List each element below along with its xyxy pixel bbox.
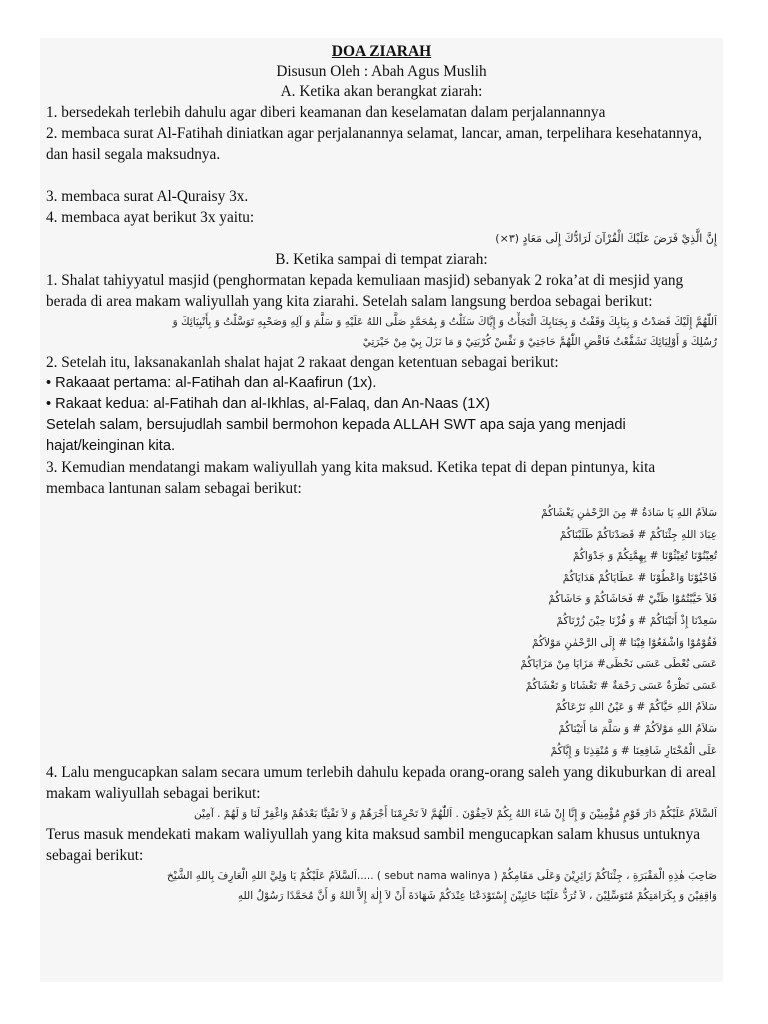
arabic-salam-general: اَلسَّلاَمُ عَلَيْكُمْ دَارَ قَوْمٍ مُؤْمِنِيْنَ وَ إِنَّا إِنْ شَاءَ اللهُ بِكُمْ لاَحِقُوْنَ . اَللّٰهُمَّ لاَ تَحْرِمْنَا أَجْرَهُمْ وَ لاَ تَفْتِنَّا بَعْدَهُمْ وَاغْفِرْ لَنَا وَ لَهُمْ . آمِيْن: [194, 808, 717, 821]
arabic-salam-special-line1: صَاحِبَ هٰذِهِ الْمَقْبَرَةِ ، جِئْنَاكُمْ زَائِرِيْنَ وَعَلَى مَقَامِكُمْ ( sebut nama walinya ) .....اَلسَّلاَمُ عَلَيْكُمْ يَا وَلِيَّ اللهِ الْعَارِفَ بِاللهِ الشَّيْخ: [167, 870, 717, 883]
item-b4: 4. Lalu mengucapkan salam secara umum terlebih dahulu kepada orang-orang saleh yang dikuburkan di areal makam waliyullah sebagai berikut:: [46, 764, 716, 803]
item-b5: Terus masuk mendekati makam waliyullah yang kita maksud sambil mengucapkan salam khusus untuknya sebagai berikut:: [46, 826, 701, 865]
arabic-verse-a4: إِنَّ الَّذِيْ فَرَضَ عَلَيْكَ الْقُرْآنَ لَرَادُّكَ إِلَى مَعَادٍ (٣×): [495, 232, 717, 245]
salam-poem: [46, 503, 717, 762]
poem-line: فَلاَ خَيَّبْتُمُوْا ظَنِّيْ # فَحَاشَاكُمْ وَ حَاشَاكُمْ: [548, 593, 717, 606]
poem-line: تُعِيْنُوْنَا تُغِيْثُوْنَا # بِهِمَّتِكُمْ وَ جَدْوَاكُمْ: [572, 550, 717, 563]
arabic-prayer-b1-line1: اَللّٰهُمَّ إِلَيْكَ قَصَدْتُ وَ بِبَابِكَ وَقَفْتُ وَ بِجَنَابِكَ الْتَجَأْتُ وَ إِيَّاكَ سَئَلْتُ وَ بِمُحَمَّدٍ صَلَّى اللهُ عَلَيْهِ وَ سَلَّمَ وَ آلِهِ وَصَحْبِهِ تَوَسَّلْتُ وَ بِأَنْبِيَائِكَ وَ: [172, 316, 717, 328]
poem-line: سَلاَمُ اللهِ مَوْلاَكُمْ # وَ سَلَّمَ مَا أَتَيْنَاكُمْ: [558, 722, 717, 735]
item-a4: 4. membaca ayat berikut 3x yaitu:: [46, 209, 255, 226]
poem-line: سَلاَمُ اللهِ يَا سَادَةُ # مِنَ الرَّحْمٰنِ يَغْشَاكُمْ: [541, 507, 717, 519]
item-a1: 1. bersedekah terlebih dahulu agar diberi keamanan dan keselamatan dalam perjalannannya: [46, 104, 606, 121]
item-a3: 3. membaca surat Al-Quraisy 3x.: [46, 188, 249, 205]
item-a2: 2. membaca surat Al-Fatihah diniatkan agar perjalanannya selamat, lancar, aman, terpelihara kesehatannya, dan hasil segala maksudnya.: [46, 125, 703, 163]
item-b2: 2. Setelah itu, laksanakanlah shalat hajat 2 rakaat dengan ketentuan sebagai berikut:: [46, 354, 559, 371]
arabic-salam-special-line2: وَاقِفِيْنَ وَ بِكَرَامَتِكُمْ مُتَوَسِّلِيْنَ ، لاَ تُرَدُّ عَلَيْنَا خَائِبِيْنَ إِسْتَوْدَعْنَا عِنْدَكُمْ شَهَادَةَ أَنْ لاَ إِلٰهَ إِلاَّ اللهُ وَ أَنَّ مُحَمَّدًا رَسُوْلُ اللهِ: [237, 890, 717, 903]
item-b2-after: Setelah salam, bersujudlah sambil bermohon kepada ALLAH SWT apa saja yang menjadi hajat/keinginan kita.: [46, 417, 626, 454]
poem-line: عَلَى الْمُخْتَارِ شَافِعِنَا # وَ مُنْقِذِنَا وَ إِيَّاكُمْ: [550, 744, 717, 757]
poem-line: فَاحْيُوْنَا وَاعْطُوْنَا # عَطَايَاكُمْ هَدَايَاكُمْ: [562, 571, 717, 584]
item-b2-rakaat2: • Rakaat kedua: al-Fatihah dan al-Ikhlas, al-Falaq, dan An-Naas (1X): [46, 396, 490, 412]
section-a-heading: A. Ketika akan berangkat ziarah:: [280, 83, 483, 100]
poem-line: عَسَى نَظْرَةٌ عَسَى رَحْمَةٌ # تَغْشَانَا وَ تَغْشَاكُمْ: [525, 679, 717, 692]
poem-line: سَعِدْنَا إِذْ أَتَيْنَاكُمْ # وَ فُزْنَا حِيْنَ زُرْنَاكُمْ: [556, 614, 717, 627]
document-title: DOA ZIARAH: [331, 43, 432, 60]
poem-line: سَلاَمُ اللهِ حَيَّاكُمْ # وَ عَيْنُ اللهِ تَرْعَاكُمْ: [555, 701, 717, 714]
item-b1: 1. Shalat tahiyyatul masjid (penghormatan kepada kemuliaan masjid) sebanyak 2 roka’at di mesjid yang berada di area makam waliyullah yang kita ziarahi. Setelah salam langsung berdoa sebagai berikut:: [46, 272, 684, 310]
poem-line: عَسَى نُعْطَى عَسَى نَحْظَى# مَزَايَا مِنْ مَزَايَاكُمْ: [520, 658, 717, 671]
poem-line: فَقُوْمُوْا وَاشْفَعُوْا فِيْنَا # إِلَى الرَّحْمٰنِ مَوْلاَكُمْ: [532, 636, 717, 649]
document-author: Disusun Oleh : Abah Agus Muslih: [276, 63, 487, 80]
section-b-heading: B. Ketika sampai di tempat ziarah:: [275, 251, 488, 268]
arabic-prayer-b1-line2: رُسُلِكَ وَ أَوْلِيَائِكَ تَشَفَّعْتُ فَاقْضِ اللّٰهُمَّ حَاجَتِيْ وَ نَفِّسْ كُرْبَتِيْ وَ مَا نَزَلَ بِيْ مِنْ حَيْرَتِيْ: [362, 336, 717, 348]
poem-line: عِبَادَ اللهِ جِئْنَاكُمْ # قَصَدْنَاكُمْ طَلَبْنَاكُمْ: [559, 528, 717, 541]
item-b2-rakaat1: • Rakaaat pertama: al-Fatihah dan al-Kaafirun (1x).: [46, 375, 377, 391]
item-b3: 3. Kemudian mendatangi makam waliyullah yang kita maksud. Ketika tepat di depan pintunya, kita membaca lantunan salam sebagai berikut:: [46, 459, 656, 497]
document-page: [40, 38, 723, 982]
